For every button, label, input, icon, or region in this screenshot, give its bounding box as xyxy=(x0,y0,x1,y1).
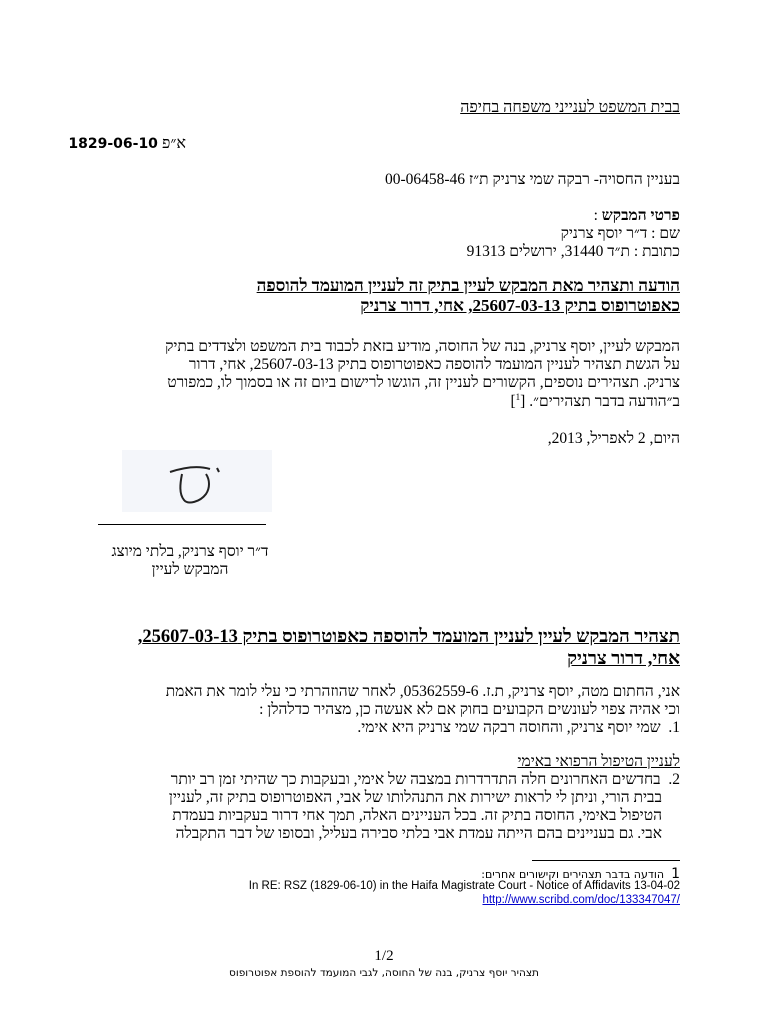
footnote-separator xyxy=(532,860,680,861)
signature-image xyxy=(122,450,272,512)
affidavit-intro-line: וכי אהיה צפוי לעונשים הקבועים בחוק אם לא אעשה כן, מצהיר כדלהלן : xyxy=(259,701,680,718)
footnote-number: 1 xyxy=(671,866,680,882)
affidavit-item-2-first xyxy=(171,771,680,789)
affidavit-title-line1: תצהיר המבקש לעיין לעניין המועמד להוספה כאפוטרופוס בתיק 25607-03-13, xyxy=(137,627,680,647)
item-text: בחדשים האחרונים חלה התדרדרות במצבה של אימי, ובעקבות כך שהיתי זמן רב יותר xyxy=(170,771,661,788)
affidavit-item-2-line: אבי. גם בעניינים בהם הייתה עמדת אבי בלתי סבירה בעליל, ובסופו של דבר התקבלה xyxy=(175,825,662,842)
notice-body-line-last xyxy=(510,392,680,411)
applicant-label-row xyxy=(594,207,680,225)
notice-title-line2: כאפוטרופוס בתיק 25607-03-13, אחי, דרור צרניק xyxy=(360,296,680,315)
affidavit-intro-line: אני, החתום מטה, יוסף צרניק, ת.ז. 05362559-6, לאחר שהוזהרתי כי עלי לומר את האמת xyxy=(165,683,680,700)
page-footer: תצהיר יוסף צרניק, בנה של החוסה, לגבי המועמד להוספת אפוטרופוס xyxy=(229,967,539,979)
applicant-address: כתובת : ת״ד 31440, ירושלים 91313 xyxy=(466,243,680,260)
court-name: בבית המשפט לענייני משפחה בחיפה xyxy=(460,99,680,116)
signatory-name: ד״ר יוסף צרניק, בלתי מיוצג xyxy=(111,543,269,560)
item-number: 1. xyxy=(668,719,680,736)
affidavit-item-2-line: הטיפול באימי, החוסה בתיק זה. בכל העניינים האלה, תמך אחי דרור בעקביות בעמדת xyxy=(172,807,662,824)
file-number: 1829-06-10 xyxy=(68,136,158,152)
page-number: 1/2 xyxy=(374,948,394,964)
applicant-name: שם : ד״ר יוסף צרניק xyxy=(560,225,680,242)
footnote-text: הודעה בדבר תצהירים וקישורים אחרים: xyxy=(481,868,665,881)
notice-body-text: ב״הודעה בדבר תצהירים״. [ xyxy=(520,393,680,411)
signatory-block xyxy=(95,543,285,579)
notice-date: היום, 2 לאפריל, 2013, xyxy=(547,430,680,447)
affidavit-subheading: לעניין הטיפול הרפואי באימי xyxy=(517,753,680,770)
signatory-role: המבקש לעיין xyxy=(151,561,229,578)
signature-scribble xyxy=(122,450,272,512)
notice-body-line: המבקש לעיין, יוסף צרניק, בנה של החוסה, מודיע בזאת לכבוד בית המשפט ולצדדים בתיק xyxy=(165,338,680,355)
item-number: 2. xyxy=(668,771,680,788)
affidavit-item-1 xyxy=(357,719,680,737)
file-number-row xyxy=(68,135,186,153)
affidavit-title-line2: אחי, דרור צרניק xyxy=(567,649,680,669)
ref-close: ] xyxy=(510,393,516,411)
notice-body-line: צרניק. תצהירים נוספים, הקשורים לעניין זה, הוגשו לרישום ביום זה או בסמוך לו, כמפורט xyxy=(167,374,680,391)
file-prefix: א״פ xyxy=(161,135,186,152)
notice-body-line: על הגשת תצהיר לעניין המועמד להוספה כאפוטרופוס בתיק 25607-03-13, אחי, דרור xyxy=(188,356,680,373)
signature-line xyxy=(98,524,266,525)
affidavit-item-2-line: בבית הורי, וניתן לי לראות ישירות את התנהלותו של אבי, האפוטרופוס בתיק זה, לעניין xyxy=(168,789,662,806)
footnote-ref[interactable]: 1 xyxy=(515,392,521,402)
footnote-link[interactable]: http://www.scribd.com/doc/133347047/ xyxy=(482,894,680,906)
item-text: שמי יוסף צרניק, והחוסה רבקה שמי צרניק היא אימי. xyxy=(357,719,661,736)
applicant-label: פרטי המבקש xyxy=(601,207,680,224)
applicant-label-colon: : xyxy=(593,207,602,224)
notice-title-line1: הודעה ותצהיר מאת המבקש לעיין בתיק זה לעניין המועמד להוספה xyxy=(256,276,680,295)
footnote-reference: In RE: RSZ (1829-06-10) in the Haifa Magistrate Court - Notice of Affidavits 13-04-02 xyxy=(248,880,680,892)
matter-line: בעניין החסויה- רבקה שמי צרניק ת״ז 00-06458-46 xyxy=(384,171,680,188)
